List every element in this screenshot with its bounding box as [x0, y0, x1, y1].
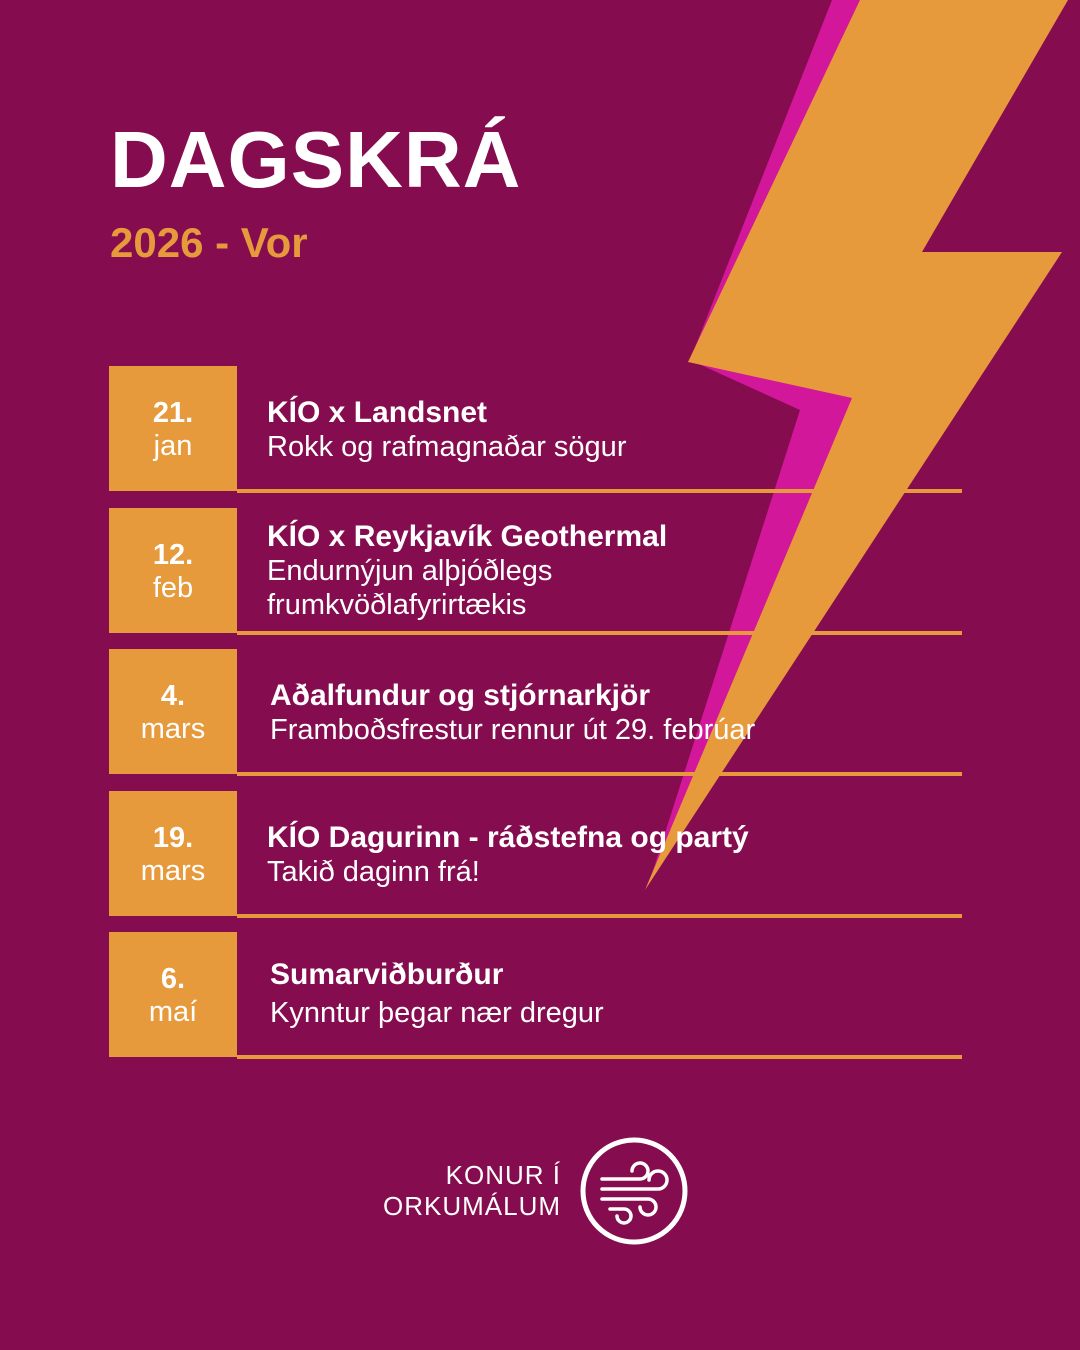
divider: [237, 914, 962, 918]
logo-wordmark: [383, 1160, 561, 1222]
date-badge: [109, 366, 237, 491]
event-title: KÍO Dagurinn - ráðstefna og partý: [267, 821, 749, 854]
event-month: jan: [153, 430, 193, 462]
event-description: Rokk og rafmagnaðar sögur: [267, 431, 627, 463]
event-item: [109, 508, 962, 636]
event-item: [109, 366, 962, 494]
event-day: 12.: [152, 539, 194, 571]
date-badge: [109, 649, 237, 774]
page-title: DAGSKRÁ: [110, 115, 522, 204]
event-day: 6.: [160, 963, 186, 995]
divider: [237, 489, 962, 493]
event-title: KÍO x Reykjavík Geothermal: [267, 520, 668, 553]
page-subtitle: 2026 - Vor: [110, 219, 308, 266]
event-item: [109, 649, 962, 777]
event-month: mars: [140, 855, 206, 887]
logo-line-2: ORKUMÁLUM: [382, 1191, 561, 1221]
divider: [237, 631, 962, 635]
divider: [237, 772, 962, 776]
event-title: Aðalfundur og stjórnarkjör: [270, 679, 651, 712]
event-month: feb: [152, 572, 194, 604]
event-day: 19.: [152, 822, 194, 854]
event-day: 21.: [152, 397, 194, 429]
event-description: Takið daginn frá!: [267, 856, 480, 888]
event-description: Kynntur þegar nær dregur: [270, 997, 604, 1029]
date-badge: [109, 932, 237, 1057]
event-description: Endurnýjun alþjóðlegs frumkvöðlafyrirtækis: [267, 555, 553, 621]
wind-icon: [578, 1135, 690, 1247]
event-month: mars: [140, 713, 206, 745]
event-month: maí: [148, 996, 198, 1028]
event-title: Sumarviðburður: [270, 958, 504, 991]
event-description: Framboðsfrestur rennur út 29. febrúar: [270, 714, 756, 746]
divider: [237, 1055, 962, 1059]
event-day: 4.: [160, 680, 186, 712]
event-item: [109, 932, 962, 1060]
event-title: KÍO x Landsnet: [267, 396, 488, 429]
date-badge: [109, 508, 237, 633]
date-badge: [109, 791, 237, 916]
logo-line-1: KONUR Í: [445, 1160, 561, 1190]
event-item: [109, 791, 962, 919]
